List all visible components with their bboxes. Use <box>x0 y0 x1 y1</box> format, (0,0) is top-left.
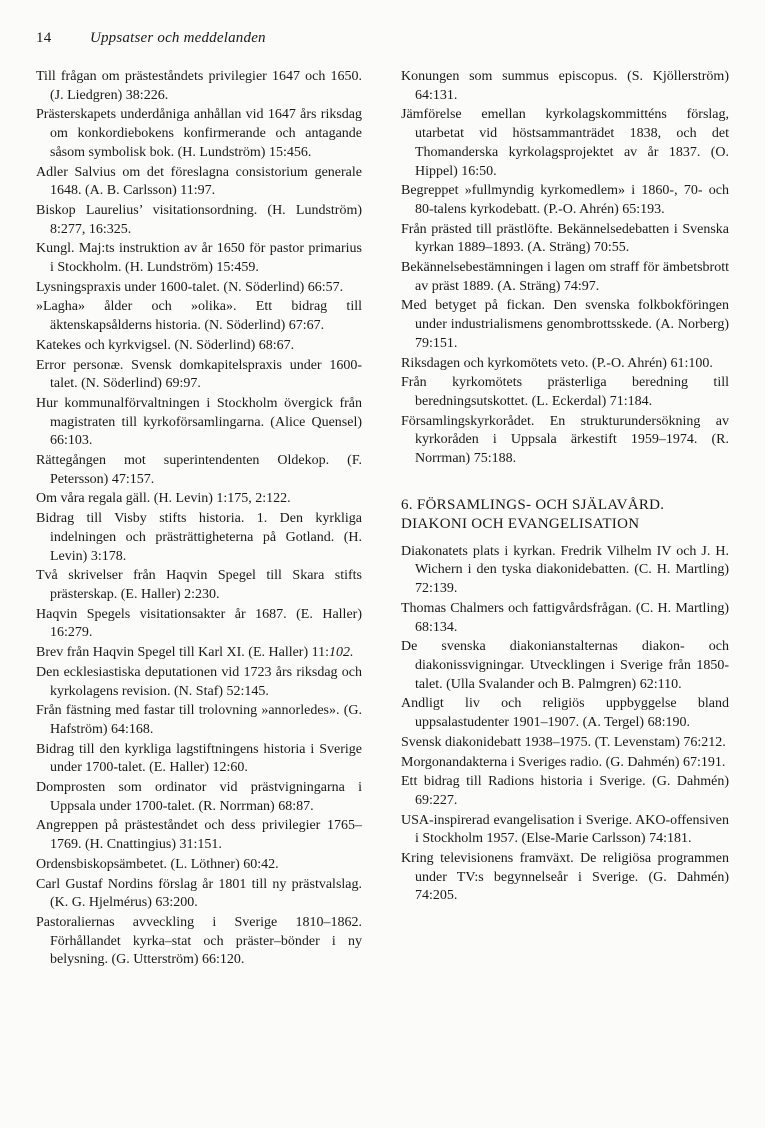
bibliography-entry: Från prästed till prästlöfte. Bekännelsedebatten i Svenska kyrkan 1889–1893. (A. Sträng) 70:55. <box>401 221 729 256</box>
bibliography-entry: Den ecklesiastiska deputationen vid 1723 års riksdag och kyrkolagens revision. (N. Staf) 52:145. <box>36 664 362 699</box>
bibliography-entry: Brev från Haqvin Spegel till Karl XI. (E. Haller) 11:102. <box>36 645 354 661</box>
bibliography-entry: Begreppet »fullmyndig kyrkomedlem» i 1860-, 70- och 80-talens kyrkodebatt. (P.-O. Ahrén) 65:193. <box>401 183 729 217</box>
bibliography-entry: Till frågan om prästeståndets privilegier 1647 och 1650. (J. Liedgren) 38:226. <box>36 69 362 103</box>
bibliography-entry: Konungen som summus episcopus. (S. Kjöllerström) 64:131. <box>401 69 729 103</box>
bibliography-entry: Lysningspraxis under 1600-talet. (N. Söderlind) 66:57. <box>36 279 344 295</box>
bibliography-entry: Haqvin Spegels visitationsakter år 1687. (E. Haller) 16:279. <box>36 606 362 641</box>
bibliography-entry: Från kyrkomötets prästerliga beredning till beredningsutskottet. (L. Eckerdal) 71:184. <box>401 375 729 409</box>
running-title: Uppsatser och meddelanden <box>89 30 266 46</box>
bibliography-entry: Hur kommunalförvaltningen i Stockholm övergick från magistraten till kyrkoförsamlingarna. (Alice Quensel) 66:103. <box>36 395 362 449</box>
bibliography-entry: Prästerskapets underdåniga anhållan vid 1647 års riksdag om konkordiebokens konfirmerande och antagande såsom symbolisk bok. (H. Lundström) 15:456. <box>36 107 362 160</box>
bibliography-entry: Adler Salvius om det föreslagna consistorium generale 1648. (A. B. Carlsson) 11:97. <box>36 164 362 199</box>
section-heading <box>401 496 729 534</box>
bibliography-entry: Församlingskyrkorådet. En strukturundersökning av kyrkoråden i Uppsala ärkestift 1959–1974. (R. Norrman) 75:188. <box>401 413 729 467</box>
bibliography-entry: De svenska diakonianstalternas diakon- och diakonissvigningar. Utvecklingen i Sverige från 1850-talet. (Ulla Svalander och B. Palmgren) 62:110. <box>401 639 729 692</box>
section-heading-line-1: 6. FÖRSAMLINGS- OCH SJÄLAVÅRD. <box>401 496 665 513</box>
bibliography-entry: Jämförelse emellan kyrkolagskommitténs förslag, utarbetat vid höstsammanträdet 1838, och det Thomanderska kyrkolagsprojektet av år 1837. (O. Hippel) 16:50. <box>401 107 729 179</box>
bibliography-entry: Bekännelsebestämningen i lagen om straff för ämbetsbrott av präst 1889. (A. Sträng) 74:97. <box>401 260 729 294</box>
bibliography-entry: Med betyget på fickan. Den svenska folkbokföringen under industrialismens genombrottsskede. (A. Norberg) 79:151. <box>401 298 729 351</box>
bibliography-entry: Pastoraliernas avveckling i Sverige 1810–1862. Förhållandet kyrka–stat och präster–bönder i ny belysning. (G. Utterström) 66:120. <box>36 914 362 968</box>
bibliography-entry: Diakonatets plats i kyrkan. Fredrik Vilhelm IV och J. H. Wichern i den tyska diakonidebatten. (C. H. Martling) 72:139. <box>401 543 729 597</box>
page-number: 14 <box>36 30 52 46</box>
bibliography-entry: Angreppen på prästeståndet och dess privilegier 1765–1769. (H. Cnattingius) 31:151. <box>36 818 362 853</box>
left-column <box>36 68 362 971</box>
bibliography-entry: Riksdagen och kyrkomötets veto. (P.-O. Ahrén) 61:100. <box>401 355 713 371</box>
bibliography-entry: Om våra regala gäll. (H. Levin) 1:175, 2:122. <box>36 491 291 507</box>
bibliography-entry: Biskop Laurelius’ visitationsordning. (H. Lundström) 8:277, 16:325. <box>36 202 362 237</box>
bibliography-entry: Thomas Chalmers och fattigvårdsfrågan. (C. H. Martling) 68:134. <box>401 600 729 635</box>
bibliography-entry: Rättegången mot superintendenten Oldekop. (F. Petersson) 47:157. <box>36 453 362 487</box>
bibliography-entry: Morgonandakterna i Sveriges radio. (G. Dahmén) 67:191. <box>401 754 726 770</box>
bibliography-entry: Bidrag till Visby stifts historia. 1. Den kyrkliga indelningen och prästrättigheterna på Gotland. (H. Levin) 3:178. <box>36 511 362 564</box>
bibliography-entry: »Lagha» ålder och »olika». Ett bidrag till äktenskapsålderns historia. (N. Söderlind) 67:67. <box>36 299 362 334</box>
bibliography-entry: Två skrivelser från Haqvin Spegel till Skara stifts prästerskap. (E. Haller) 2:230. <box>36 568 362 602</box>
bibliography-entry: Ett bidrag till Radions historia i Sverige. (G. Dahmén) 69:227. <box>401 774 729 808</box>
bibliography-entry: Domprosten som ordinator vid prästvigningarna i Uppsala under 1700-talet. (R. Norrman) 68:87. <box>36 780 362 814</box>
bibliography-entry: Kring televisionens framväxt. De religiösa programmen under TV:s begynnelseår i Sverige. (G. Dahmén) 74:205. <box>401 851 729 904</box>
section-entries <box>401 543 729 906</box>
bibliography-entry: Error personæ. Svensk domkapitelspraxis under 1600-talet. (N. Söderlind) 69:97. <box>36 357 362 392</box>
bibliography-entry: Från fästning med fastar till trolovning »annorledes». (G. Hafström) 64:168. <box>36 703 362 737</box>
bibliography-entry: Katekes och kyrkvigsel. (N. Söderlind) 68:67. <box>36 337 295 353</box>
bibliography-entry: USA-inspirerad evangelisation i Sverige. AKO-offensiven i Stockholm 1957. (Else-Marie Carlsson) 74:181. <box>401 812 729 847</box>
page-header <box>36 30 266 47</box>
bibliography-entry: Svensk diakonidebatt 1938–1975. (T. Levenstam) 76:212. <box>401 734 726 750</box>
bibliography-entry: Ordensbiskopsämbetet. (L. Löthner) 60:42. <box>36 856 279 872</box>
right-column <box>401 68 729 907</box>
section-heading-line-2: DIAKONI OCH EVANGELISATION <box>401 515 640 532</box>
bibliography-entry: Kungl. Maj:ts instruktion av år 1650 för pastor primarius i Stockholm. (H. Lundström) 15:459. <box>36 241 362 276</box>
bibliography-entry: Carl Gustaf Nordins förslag år 1801 till ny prästvalslag. (K. G. Hjelmérus) 63:200. <box>36 876 362 911</box>
bibliography-entry: Bidrag till den kyrkliga lagstiftningens historia i Sverige under 1700-talet. (E. Haller) 12:60. <box>36 741 362 776</box>
right-column-entries <box>401 68 729 469</box>
bibliography-entry: Andligt liv och religiös uppbyggelse bland uppsalastudenter 1901–1907. (A. Tergel) 68:190. <box>401 696 729 731</box>
